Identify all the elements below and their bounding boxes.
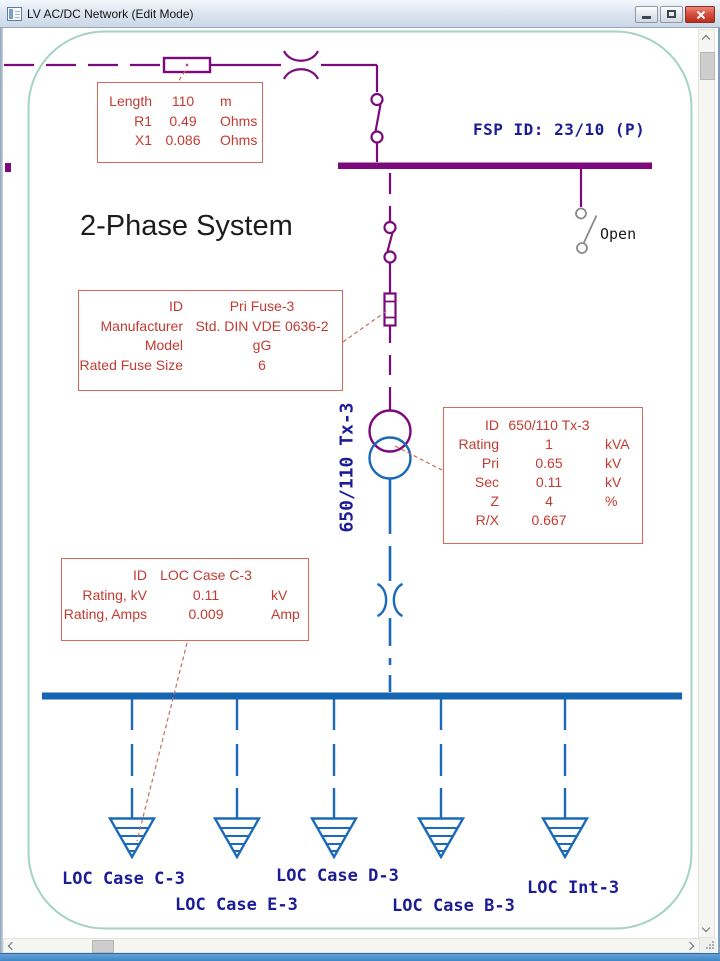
info-label: Rating — [458, 436, 499, 452]
info-value: 0.65 — [535, 455, 563, 471]
info-label: Rated Fuse Size — [79, 356, 183, 373]
info-value: 0.667 — [531, 512, 567, 528]
info-label: R1 — [134, 112, 152, 129]
info-value: Std. DIN VDE 0636-2 — [195, 317, 329, 334]
load-label-loc-case-d3[interactable]: LOC Case D-3 — [276, 866, 399, 886]
info-unit — [341, 336, 347, 356]
transformer-info-box[interactable] — [443, 407, 643, 544]
info-unit: Ohms — [220, 112, 258, 129]
info-unit — [265, 566, 309, 586]
app-icon — [7, 7, 22, 21]
info-value: 6 — [258, 356, 266, 373]
info-label: Length — [109, 93, 152, 109]
scroll-left-button[interactable] — [4, 939, 19, 954]
info-label: Model — [144, 337, 183, 353]
vertical-scrollbar[interactable] — [698, 29, 715, 938]
info-value: 110 — [171, 93, 195, 109]
info-value: 0.49 — [169, 112, 197, 129]
window-title: LV AC/DC Network (Edit Mode) — [27, 7, 194, 21]
scroll-down-button[interactable] — [699, 922, 714, 937]
info-unit — [341, 356, 347, 376]
info-unit: kV — [605, 474, 622, 490]
chevron-right-icon — [686, 942, 694, 950]
info-value: 0.11 — [535, 474, 563, 490]
scroll-up-button[interactable] — [699, 30, 714, 45]
info-value: 0.086 — [165, 132, 201, 148]
info-unit: Amp — [271, 606, 300, 622]
title-bar — [0, 0, 720, 28]
info-value: 4 — [545, 493, 553, 509]
info-label: Pri — [481, 455, 499, 471]
info-unit: % — [605, 493, 618, 509]
info-unit: m — [220, 93, 232, 109]
chevron-left-icon — [8, 942, 16, 950]
info-unit: kV — [271, 586, 288, 603]
info-value: gG — [252, 337, 272, 353]
info-unit — [599, 416, 639, 435]
info-unit: kVA — [605, 436, 630, 452]
load-label-loc-int3[interactable]: LOC Int-3 — [527, 878, 620, 898]
maximize-button[interactable] — [660, 6, 683, 23]
info-unit: Ohms — [220, 132, 258, 148]
minimize-button[interactable] — [635, 6, 658, 23]
system-title[interactable]: 2-Phase System — [80, 210, 293, 242]
info-unit — [341, 297, 347, 317]
scrollbar-corner — [700, 938, 717, 953]
horizontal-scroll-thumb[interactable] — [92, 940, 114, 953]
info-unit — [599, 511, 639, 530]
fuse-info-box[interactable] — [78, 290, 343, 391]
info-value: Pri Fuse-3 — [229, 298, 295, 314]
load-label-loc-case-c3[interactable]: LOC Case C-3 — [62, 869, 185, 889]
info-unit: kV — [605, 455, 622, 471]
info-label: Rating, Amps — [63, 606, 147, 622]
fsp-id-label[interactable]: FSP ID: 23/10 (P) — [473, 120, 646, 139]
info-value: LOC Case C-3 — [160, 567, 252, 583]
info-value: 0.11 — [192, 586, 220, 603]
resize-grip-icon[interactable] — [705, 941, 714, 950]
info-value: 0.009 — [188, 606, 224, 622]
horizontal-scrollbar[interactable] — [3, 938, 700, 953]
info-label: Z — [490, 493, 499, 509]
info-label: R/X — [475, 512, 499, 528]
transformer-label[interactable]: 650/110 Tx-3 — [336, 402, 358, 533]
info-label: Sec — [474, 474, 499, 490]
info-label: ID — [169, 298, 183, 314]
scroll-right-button[interactable] — [684, 939, 699, 954]
load-label-loc-case-b3[interactable]: LOC Case B-3 — [392, 896, 515, 916]
cable-info-box[interactable] — [97, 82, 263, 163]
chevron-up-icon — [702, 35, 710, 43]
load-label-loc-case-e3[interactable]: LOC Case E-3 — [175, 895, 298, 915]
info-label: ID — [485, 417, 499, 433]
info-value: 650/110 Tx-3 — [508, 417, 590, 433]
chevron-down-icon — [702, 924, 710, 932]
info-unit — [341, 317, 347, 337]
info-label: X1 — [134, 132, 152, 148]
info-label: ID — [133, 567, 147, 583]
close-button[interactable] — [685, 6, 715, 23]
window-border-bottom — [0, 953, 720, 961]
info-label: Manufacturer — [100, 317, 183, 334]
info-value: 1 — [545, 436, 553, 452]
loc-case-info-box[interactable] — [61, 558, 309, 641]
open-switch-label[interactable]: Open — [600, 225, 637, 243]
vertical-scroll-thumb[interactable] — [700, 52, 715, 80]
info-label: Rating, kV — [82, 586, 147, 603]
